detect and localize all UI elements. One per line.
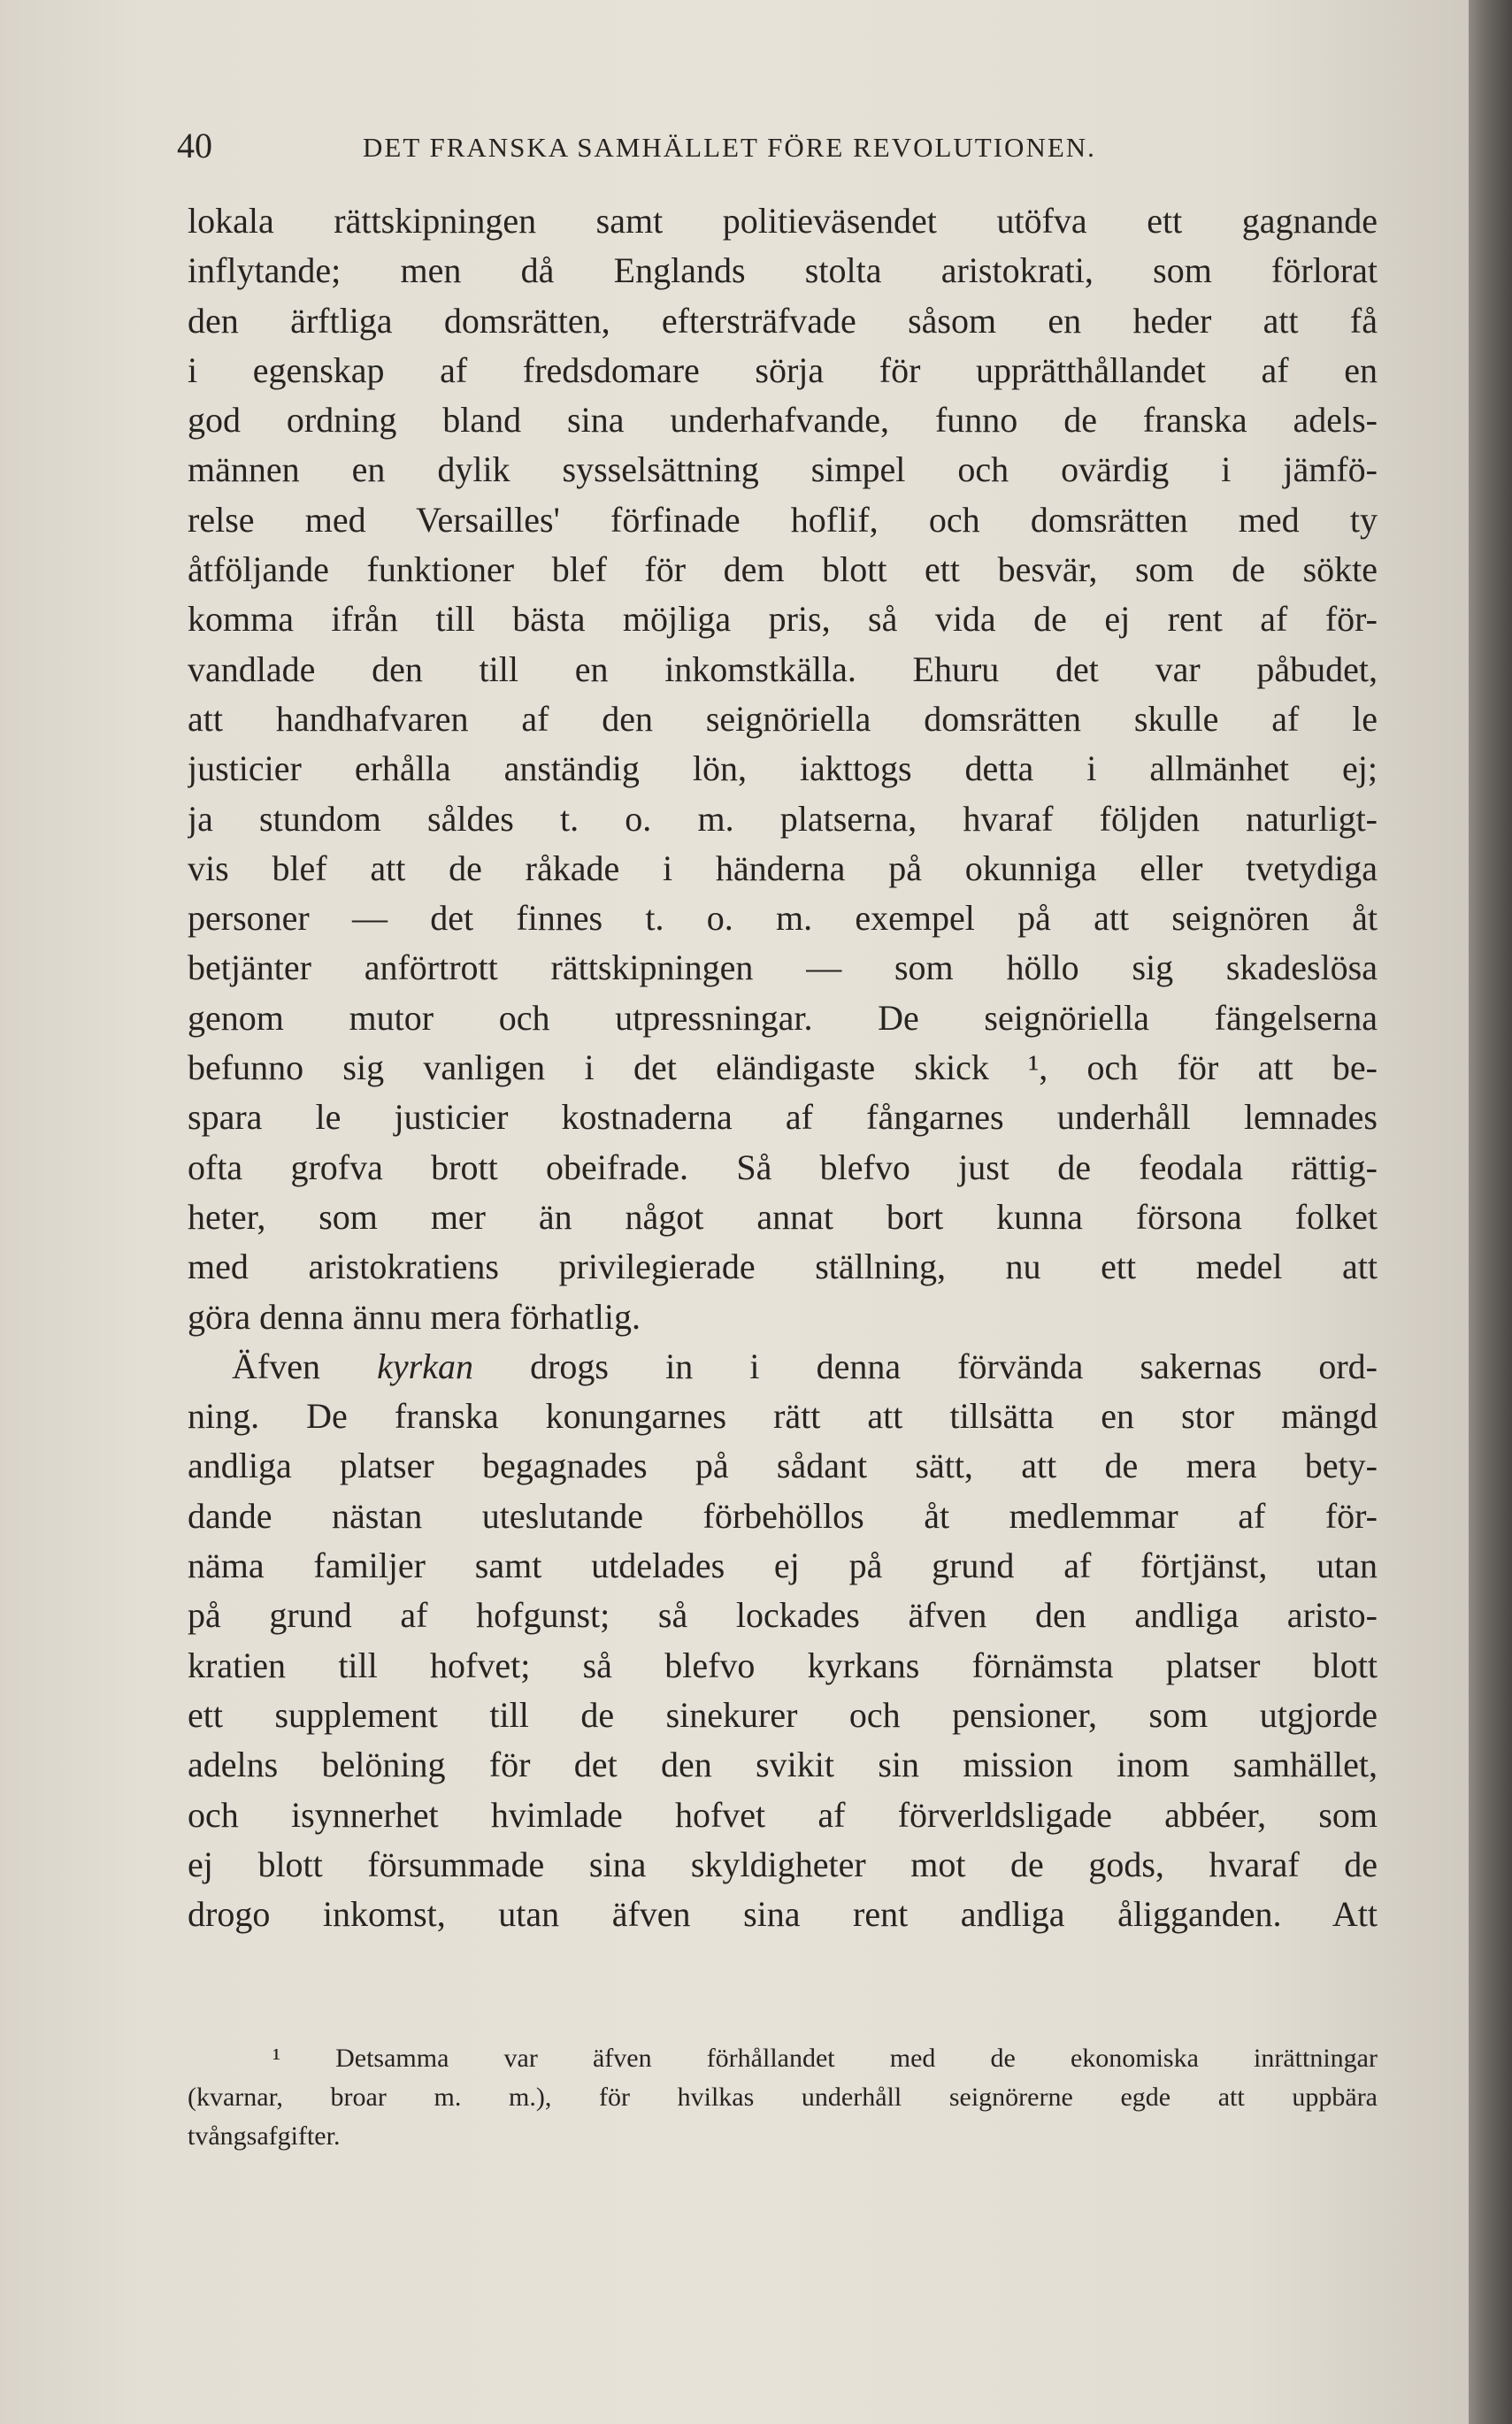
text-line: männen en dylik sysselsättning simpel och ovärdig i jämfö- [188, 449, 1378, 490]
body-text [188, 196, 1378, 1939]
text-line: på grund af hofgunst; så lockades äfven den andliga aristo- [188, 1595, 1378, 1636]
page-number: 40 [177, 126, 212, 165]
page-edge [1469, 0, 1512, 2424]
footnotes [188, 2039, 1378, 2156]
running-title: DET FRANSKA SAMHÄLLET FÖRE REVOLUTIONEN. [363, 132, 1096, 163]
text-line: betjänter anförtrott rättskipningen — som höllo sig skadeslösa [188, 947, 1378, 988]
text-line: lokala rättskipningen samt politieväsendet utöfva ett gagnande [188, 201, 1378, 241]
text-line: inflytande; men då Englands stolta aristokrati, som förlorat [188, 250, 1378, 291]
text-line: drogo inkomst, utan äfven sina rent andliga åligganden. Att [188, 1894, 1378, 1935]
text-line: heter, som mer än något annat bort kunna försona folket [188, 1196, 1378, 1237]
text-run: Äfven [232, 1346, 378, 1386]
text-line: relse med Versailles' förfinade hoflif, och domsrätten med ty [188, 499, 1378, 540]
text-line: spara le justicier kostnaderna af fångarnes underhåll lemnades [188, 1097, 1378, 1138]
page-header [177, 124, 1380, 168]
text-line: ej blott försummade sina skyldigheter mot de gods, hvaraf de [188, 1844, 1378, 1884]
text-line: den ärftliga domsrätten, eftersträfvade såsom en heder att få [188, 300, 1378, 341]
paragraph-first-line [188, 1342, 1378, 1392]
text-line: justicier erhålla anständig lön, iakttogs detta i allmänhet ej; [188, 748, 1378, 789]
text-line: god ordning bland sina underhafvande, funno de franska adels- [188, 400, 1378, 441]
text-line: att handhafvaren af den seignöriella domsrätten skulle af le [188, 698, 1378, 739]
text-line: näma familjer samt utdelades ej på grund af förtjänst, utan [188, 1546, 1378, 1586]
footnote-line: (kvarnar, broar m. m.), för hvilkas underhåll seignörerne egde att uppbära [188, 2083, 1378, 2112]
text-line: ett supplement till de sinekurer och pensioner, som utgjorde [188, 1694, 1378, 1735]
text-line: kratien till hofvet; så blefvo kyrkans förnämsta platser blott [188, 1645, 1378, 1685]
text-line: dande nästan uteslutande förbehöllos åt medlemmar af för- [188, 1495, 1378, 1536]
italic-word: kyrkan [377, 1346, 473, 1386]
paragraph-last-line: göra denna ännu mera förhatlig. [188, 1296, 641, 1337]
text-line: vandlade den till en inkomstkälla. Ehuru det var påbudet, [188, 648, 1378, 689]
text-line: adelns belöning för det den svikit sin mission inom samhället, [188, 1745, 1378, 1785]
text-line: i egenskap af fredsdomare sörja för upprätthållandet af en [188, 349, 1378, 390]
text-run: drogs in i denna förvända sakernas ord- [472, 1346, 1378, 1386]
text-line: åtföljande funktioner blef för dem blott ett besvär, som de sökte [188, 549, 1378, 590]
text-line: och isynnerhet hvimlade hofvet af förverldsligade abbéer, som [188, 1794, 1378, 1835]
footnote-line: ¹ Detsamma var äfven förhållandet med de ekonomiska inrättningar [272, 2044, 1378, 2073]
text-line: med aristokratiens privilegierade ställning, nu ett medel att [188, 1247, 1378, 1287]
text-line: ning. De franska konungarnes rätt att tillsätta en stor mängd [188, 1396, 1378, 1437]
text-line: genom mutor och utpressningar. De seignöriella fängelserna [188, 997, 1378, 1038]
text-line: andliga platser begagnades på sådant sätt, att de mera bety- [188, 1446, 1378, 1486]
text-line: vis blef att de råkade i händerna på okunniga eller tvetydiga [188, 848, 1378, 888]
text-line: befunno sig vanligen i det eländigaste skick ¹, och för att be- [188, 1047, 1378, 1088]
footnote-line: tvångsafgifter. [188, 2121, 341, 2151]
text-line: personer — det finnes t. o. m. exempel på att seignören åt [188, 898, 1378, 939]
text-line: komma ifrån till bästa möjliga pris, så vida de ej rent af för- [188, 599, 1378, 640]
text-line: ja stundom såldes t. o. m. platserna, hvaraf följden naturligt- [188, 798, 1378, 839]
text-line: ofta grofva brott obeifrade. Så blefvo just de feodala rättig- [188, 1147, 1378, 1187]
